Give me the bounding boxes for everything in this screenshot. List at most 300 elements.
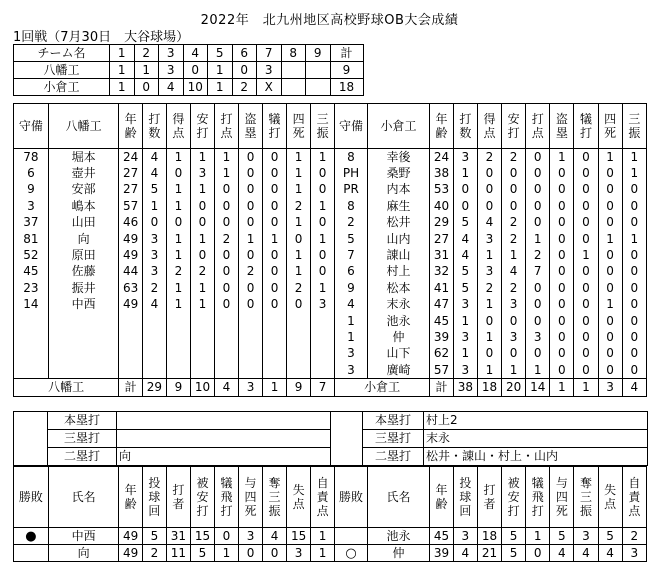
batting-cell [311, 329, 335, 345]
pitching-cell: 3 [622, 545, 646, 562]
batting-cell: 0 [526, 165, 550, 181]
batting-cell [190, 346, 214, 362]
batting-cell: 1 [190, 231, 214, 247]
win-loss-mark [335, 545, 368, 562]
batter-name: 末永 [367, 297, 429, 313]
batting-cell: 0 [526, 346, 550, 362]
batting-cell: 23 [14, 280, 49, 296]
linescore-row [14, 79, 364, 96]
pitching-cell: 2 [622, 528, 646, 545]
win-loss-mark [14, 545, 49, 562]
batter-name [48, 313, 119, 329]
batting-cell: 1 [190, 297, 214, 313]
batting-cell: 2 [287, 280, 311, 296]
batting-cell: 1 [214, 165, 238, 181]
batter-name [48, 329, 119, 345]
batting-cell: 1 [166, 198, 190, 214]
batter-name: 嶋本 [48, 198, 119, 214]
batting-cell: 8 [335, 149, 368, 166]
batting-cell: 0 [263, 215, 287, 231]
batting-cell: 5 [335, 231, 368, 247]
batting-cell: 0 [526, 198, 550, 214]
batting-cell [239, 329, 263, 345]
pitching-header-cell: 打者 [477, 467, 501, 528]
pitching-header-cell: 被安打 [502, 467, 526, 528]
batting-cell: 4 [453, 231, 477, 247]
batting-cell [239, 346, 263, 362]
pitching-header-cell: 氏名 [48, 467, 119, 528]
linescore-cell: X [257, 79, 282, 96]
batting-header-cell: 得点 [477, 104, 501, 149]
extra-hit-players: 向 [117, 448, 331, 466]
round-info: 1回戦（7月30日 大谷球場） [13, 30, 190, 45]
batting-cell: 3 [502, 329, 526, 345]
batting-total-cell: 4 [214, 379, 238, 397]
batting-header-cell: 三振 [311, 104, 335, 149]
pitching-cell: 45 [430, 528, 454, 545]
batting-cell: 0 [526, 280, 550, 296]
batting-cell: 0 [311, 264, 335, 280]
batting-cell: 1 [453, 313, 477, 329]
batting-cell: 1 [166, 297, 190, 313]
batting-total-row [14, 379, 647, 397]
batting-cell: 0 [502, 165, 526, 181]
batting-cell: 1 [502, 362, 526, 379]
pitching-cell: 15 [287, 528, 311, 545]
pitching-header-cell: 失点 [287, 467, 311, 528]
pitching-cell: 18 [477, 528, 501, 545]
batting-header-cell: 守備 [14, 104, 49, 149]
extra-hit-players: 末永 [424, 430, 648, 448]
batting-cell: 0 [574, 264, 598, 280]
batting-cell: 0 [550, 346, 574, 362]
extra-hit-label: 二塁打 [48, 448, 117, 466]
batting-header-cell: 安打 [190, 104, 214, 149]
batting-cell: 29 [430, 215, 454, 231]
linescore-cell: 0 [232, 62, 257, 79]
linescore-team-name: 小倉工 [14, 79, 110, 96]
batter-name: 向 [48, 231, 119, 247]
batting-cell: 0 [239, 149, 263, 166]
pitching-cell: 21 [477, 545, 501, 562]
batter-name: 振井 [48, 280, 119, 296]
linescore-cell [306, 79, 331, 96]
batting-cell: 0 [453, 182, 477, 198]
batting-cell: 4 [453, 247, 477, 263]
batting-cell [190, 313, 214, 329]
batting-cell [214, 346, 238, 362]
batting-cell: 0 [622, 198, 646, 214]
batting-cell: 3 [453, 297, 477, 313]
pitching-cell: 4 [574, 545, 598, 562]
batting-cell [263, 329, 287, 345]
pitching-cell: 4 [453, 545, 477, 562]
batter-name: 山田 [48, 215, 119, 231]
batting-cell: 0 [550, 264, 574, 280]
batting-header-cell: 得点 [166, 104, 190, 149]
blank-cell [14, 430, 48, 448]
batting-total-cell: 計 [119, 379, 143, 397]
pitching-cell: 49 [119, 545, 143, 562]
batting-cell: 2 [214, 231, 238, 247]
batting-total-cell: 1 [263, 379, 287, 397]
batting-cell: 0 [622, 346, 646, 362]
batting-cell [14, 346, 49, 362]
extra-hit-players: 松井・諌山・村上・山内 [424, 448, 648, 466]
batting-cell: 3 [142, 247, 166, 263]
pitching-header-cell: 投球回 [453, 467, 477, 528]
linescore-header-cell: 3 [159, 45, 184, 62]
batting-cell: 0 [311, 165, 335, 181]
batting-cell: 3 [477, 264, 501, 280]
extra-hit-row [14, 448, 648, 466]
batting-cell: 1 [311, 198, 335, 214]
batting-cell: 49 [119, 231, 143, 247]
batting-cell: 78 [14, 149, 49, 166]
batting-cell: 0 [550, 329, 574, 345]
batting-header-cell: 三振 [622, 104, 646, 149]
batting-cell: 3 [335, 362, 368, 379]
batter-name: 壺井 [48, 165, 119, 181]
batting-cell: 0 [287, 297, 311, 313]
batting-cell: 2 [190, 264, 214, 280]
batting-cell: 53 [430, 182, 454, 198]
batting-cell: 0 [574, 198, 598, 214]
batting-cell: 39 [430, 329, 454, 345]
batting-cell: 9 [335, 280, 368, 296]
batting-cell: 1 [477, 297, 501, 313]
batting-cell: 1 [287, 215, 311, 231]
batter-name: 佐藤 [48, 264, 119, 280]
batting-cell: 1 [166, 231, 190, 247]
batter-name: 桑野 [367, 165, 429, 181]
batting-cell: 1 [622, 165, 646, 181]
batting-cell: 2 [477, 149, 501, 166]
batting-cell: 2 [502, 280, 526, 296]
batting-cell: 27 [119, 182, 143, 198]
pitching-cell: 49 [119, 528, 143, 545]
batting-cell: 0 [287, 231, 311, 247]
batting-cell: 1 [550, 149, 574, 166]
batting-cell: 5 [453, 264, 477, 280]
batting-cell: 3 [142, 264, 166, 280]
batter-name: 山下 [367, 346, 429, 362]
team-total-label: 小倉工 [335, 379, 430, 397]
batting-cell: 7 [526, 264, 550, 280]
linescore-team-name: 八幡工 [14, 62, 110, 79]
batting-cell: 81 [14, 231, 49, 247]
pitching-header-cell: 奪三振 [263, 467, 287, 528]
batter-name: 松本 [367, 280, 429, 296]
pitching-table [13, 466, 647, 562]
extra-hit-players [117, 412, 331, 430]
batting-header-cell: 安打 [502, 104, 526, 149]
batting-total-cell: 20 [502, 379, 526, 397]
linescore-header-cell: 2 [134, 45, 159, 62]
extra-hit-players: 村上2 [424, 412, 648, 430]
batting-cell: 0 [477, 165, 501, 181]
linescore-header-row [14, 45, 364, 62]
batting-cell: 4 [142, 165, 166, 181]
batting-cell: 62 [430, 346, 454, 362]
pitching-header-cell: 奪三振 [574, 467, 598, 528]
batting-cell: 3 [477, 231, 501, 247]
extra-hit-label: 三塁打 [48, 430, 117, 448]
pitching-cell: 5 [502, 545, 526, 562]
batting-cell: 0 [622, 182, 646, 198]
batting-cell: 1 [190, 280, 214, 296]
pitching-cell: 4 [263, 528, 287, 545]
batting-cell: 2 [335, 215, 368, 231]
extra-hit-row [14, 412, 648, 430]
batting-cell: 3 [142, 231, 166, 247]
batting-header-cell: 年齢 [119, 104, 143, 149]
pitching-cell: 0 [526, 545, 550, 562]
blank-cell [331, 448, 363, 466]
batting-cell: 45 [430, 313, 454, 329]
batting-cell: 1 [166, 247, 190, 263]
batting-total-cell: 14 [526, 379, 550, 397]
batting-cell: 0 [550, 165, 574, 181]
batting-header-cell: 四死 [287, 104, 311, 149]
batting-cell: 0 [550, 198, 574, 214]
batting-cell: 0 [574, 165, 598, 181]
batting-cell: 57 [119, 198, 143, 214]
batting-cell: 0 [574, 231, 598, 247]
batting-cell [166, 329, 190, 345]
batting-header-cell: 打数 [453, 104, 477, 149]
linescore-cell: 10 [183, 79, 208, 96]
batting-cell: 0 [550, 231, 574, 247]
pitching-cell: 1 [311, 545, 335, 562]
batting-total-cell: 7 [311, 379, 335, 397]
pitching-cell: 3 [453, 528, 477, 545]
batting-header-cell: 四死 [598, 104, 622, 149]
linescore-cell: 1 [208, 79, 233, 96]
batting-cell [263, 362, 287, 379]
batting-cell: 0 [166, 215, 190, 231]
batting-cell: 1 [287, 182, 311, 198]
pitching-cell: 1 [526, 528, 550, 545]
batting-cell: 0 [598, 198, 622, 214]
batting-cell: 0 [574, 280, 598, 296]
batting-header-cell: 打数 [142, 104, 166, 149]
batting-row [14, 247, 647, 263]
batting-cell: 0 [190, 215, 214, 231]
batting-cell [214, 362, 238, 379]
linescore-cell: 3 [159, 62, 184, 79]
pitching-cell: 5 [550, 528, 574, 545]
win-loss-mark [14, 528, 49, 545]
batting-cell [311, 313, 335, 329]
batting-header-cell: 打点 [526, 104, 550, 149]
batting-cell: 7 [335, 247, 368, 263]
batting-cell: 1 [598, 231, 622, 247]
batting-cell: 0 [214, 198, 238, 214]
batting-cell [14, 329, 49, 345]
batting-cell: 0 [190, 198, 214, 214]
batting-cell: 49 [119, 247, 143, 263]
batting-cell [166, 313, 190, 329]
linescore-cell: 1 [110, 79, 135, 96]
batting-row [14, 198, 647, 214]
batting-cell: 0 [574, 215, 598, 231]
batting-cell: 0 [574, 362, 598, 379]
batting-cell [311, 346, 335, 362]
batting-cell: 0 [622, 280, 646, 296]
pitching-header-cell: 被安打 [190, 467, 214, 528]
batting-cell: 0 [598, 215, 622, 231]
batting-cell [14, 313, 49, 329]
batting-cell: 1 [477, 247, 501, 263]
batting-cell: 0 [598, 329, 622, 345]
batting-cell [287, 362, 311, 379]
pitching-header-row [14, 467, 647, 528]
pitching-cell: 1 [311, 528, 335, 545]
batter-name: 原田 [48, 247, 119, 263]
batting-cell: 2 [239, 264, 263, 280]
batting-cell: 0 [263, 165, 287, 181]
batting-cell: 0 [550, 362, 574, 379]
pitching-header-cell: 自責点 [622, 467, 646, 528]
linescore-row [14, 62, 364, 79]
batting-cell: 31 [430, 247, 454, 263]
batting-total-cell: 1 [574, 379, 598, 397]
batting-cell: 52 [14, 247, 49, 263]
extra-hit-label: 三塁打 [363, 430, 424, 448]
batting-cell: 2 [502, 231, 526, 247]
batting-cell [166, 346, 190, 362]
pitching-header-cell: 年齢 [119, 467, 143, 528]
batting-cell: 1 [598, 297, 622, 313]
pitching-cell: 4 [550, 545, 574, 562]
pitching-header-cell: 投球回 [142, 467, 166, 528]
pitching-row [14, 528, 647, 545]
batting-cell [263, 346, 287, 362]
batting-cell [287, 346, 311, 362]
batting-cell: 1 [335, 329, 368, 345]
batting-cell [119, 329, 143, 345]
batting-cell: 0 [477, 182, 501, 198]
batting-row [14, 264, 647, 280]
batter-name: 村上 [367, 264, 429, 280]
batting-header-cell: 盗塁 [239, 104, 263, 149]
batting-cell: 1 [311, 280, 335, 296]
pitching-header-cell: 犠飛打 [214, 467, 238, 528]
batter-name: 幸後 [367, 149, 429, 166]
batting-cell [119, 313, 143, 329]
batting-cell: 3 [335, 346, 368, 362]
linescore-cell: 3 [257, 62, 282, 79]
batting-cell: 0 [239, 215, 263, 231]
linescore-header-cell: 5 [208, 45, 233, 62]
batting-cell: 37 [14, 215, 49, 231]
batting-cell: 0 [311, 247, 335, 263]
batting-cell: 1 [166, 280, 190, 296]
linescore-cell: 9 [330, 62, 363, 79]
batting-cell: 57 [430, 362, 454, 379]
batting-cell: 1 [311, 149, 335, 166]
batting-cell: 1 [453, 346, 477, 362]
batter-name: 松井 [367, 215, 429, 231]
batting-cell: 1 [287, 247, 311, 263]
batting-cell [287, 329, 311, 345]
batting-header-cell: 打点 [214, 104, 238, 149]
batting-cell: 49 [119, 297, 143, 313]
batting-cell: 8 [335, 198, 368, 214]
linescore-header-cell: 8 [281, 45, 306, 62]
batting-cell: 0 [550, 215, 574, 231]
batting-total-cell: 18 [477, 379, 501, 397]
pitching-cell: 3 [574, 528, 598, 545]
batting-total-cell: 1 [550, 379, 574, 397]
batting-cell: PH [335, 165, 368, 181]
linescore-cell: 0 [183, 62, 208, 79]
batter-name [48, 346, 119, 362]
batting-header-row [14, 104, 647, 149]
batting-cell: 1 [287, 165, 311, 181]
batting-cell: 0 [214, 280, 238, 296]
batter-name: 廣崎 [367, 362, 429, 379]
extra-hit-players [117, 430, 331, 448]
batting-header-cell: 犠打 [574, 104, 598, 149]
pitching-header-cell: 与四死 [550, 467, 574, 528]
batter-name: 仲 [367, 329, 429, 345]
linescore-header-cell: 7 [257, 45, 282, 62]
batting-row [14, 313, 647, 329]
batting-cell: 1 [142, 198, 166, 214]
blank-cell [14, 412, 48, 430]
linescore-header-cell: 4 [183, 45, 208, 62]
batting-total-cell: 9 [166, 379, 190, 397]
batting-cell: 0 [598, 182, 622, 198]
pitching-cell: 5 [190, 545, 214, 562]
batting-cell: 32 [430, 264, 454, 280]
batter-name: 安部 [48, 182, 119, 198]
batting-cell [263, 313, 287, 329]
extra-base-hits-table [13, 411, 648, 466]
pitching-header-cell: 自責点 [311, 467, 335, 528]
batting-cell [214, 329, 238, 345]
pitching-header-cell: 失点 [598, 467, 622, 528]
batting-cell [311, 362, 335, 379]
batting-header-cell: 年齢 [430, 104, 454, 149]
batting-cell: 1 [598, 149, 622, 166]
batting-cell: 0 [214, 264, 238, 280]
batting-cell: 1 [453, 165, 477, 181]
batting-cell: 1 [239, 231, 263, 247]
batting-cell [119, 362, 143, 379]
pitching-cell: 5 [598, 528, 622, 545]
pitching-header-cell: 氏名 [367, 467, 429, 528]
pitching-cell: 15 [190, 528, 214, 545]
batting-cell: 0 [622, 215, 646, 231]
batting-cell: 27 [119, 165, 143, 181]
batting-cell: 5 [142, 182, 166, 198]
batting-cell [142, 313, 166, 329]
win-loss-mark [335, 528, 368, 545]
linescore-cell: 1 [110, 62, 135, 79]
batting-cell: 0 [263, 280, 287, 296]
batting-cell: 1 [166, 182, 190, 198]
batting-cell: 3 [190, 165, 214, 181]
batting-cell: 0 [550, 297, 574, 313]
batting-table [13, 103, 647, 397]
batting-cell: 2 [287, 198, 311, 214]
batting-cell: 0 [574, 329, 598, 345]
batting-cell: 3 [14, 198, 49, 214]
batting-cell [166, 362, 190, 379]
